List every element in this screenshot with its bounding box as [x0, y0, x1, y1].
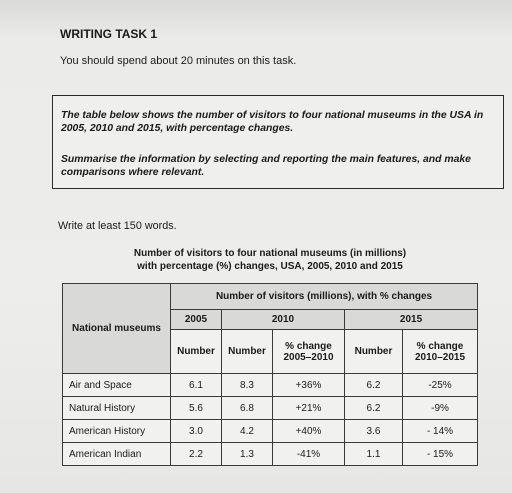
cell-number-2005: 5.6 — [171, 397, 222, 420]
museum-name: American History — [63, 420, 171, 443]
museum-name: American Indian — [63, 443, 171, 466]
cell-number-2015: 6.2 — [345, 397, 403, 420]
cell-number-2010: 4.2 — [222, 420, 273, 443]
cell-number-2005: 6.1 — [171, 374, 222, 397]
cell-number-2010: 1.3 — [222, 443, 273, 466]
caption-line-2: with percentage (%) changes, USA, 2005, 2010 and 2015 — [137, 261, 403, 272]
year-header-2010: 2010 — [222, 310, 345, 330]
cell-change-2005-2010: +21% — [273, 397, 345, 420]
sub-header-number-2010: Number — [222, 330, 273, 374]
cell-number-2015: 1.1 — [345, 443, 403, 466]
caption-line-1: Number of visitors to four national museums (in millions) — [133, 248, 407, 259]
cell-number-2015: 3.6 — [345, 420, 403, 443]
cell-change-2005-2010: +40% — [273, 420, 345, 443]
prompt-box — [52, 95, 504, 189]
word-count-instruction: Write at least 150 words. — [58, 220, 177, 232]
museum-name: Air and Space — [63, 374, 171, 397]
table-row — [63, 397, 478, 420]
table-row — [63, 420, 478, 443]
task-heading: WRITING TASK 1 — [60, 27, 158, 41]
year-header-2015: 2015 — [345, 310, 478, 330]
cell-change-2010-2015: - 15% — [403, 443, 478, 466]
time-instruction: You should spend about 20 minutes on this task. — [60, 55, 297, 67]
prompt-instruction: Summarise the information by selecting and reporting the main features, and make comparisons where relevant. — [61, 154, 471, 178]
year-header-2005: 2005 — [171, 310, 222, 330]
table-caption — [110, 247, 430, 273]
cell-change-2005-2010: +36% — [273, 374, 345, 397]
cell-number-2005: 3.0 — [171, 420, 222, 443]
sub-header-number-2015: Number — [345, 330, 403, 374]
cell-number-2005: 2.2 — [171, 443, 222, 466]
sub-header-number-2005: Number — [171, 330, 222, 374]
table-row — [63, 374, 478, 397]
sub-header-change-2005-2010: % change 2005–2010 — [273, 330, 345, 374]
cell-change-2010-2015: -9% — [403, 397, 478, 420]
cell-change-2010-2015: - 14% — [403, 420, 478, 443]
cell-change-2010-2015: -25% — [403, 374, 478, 397]
prompt-description: The table below shows the number of visitors to four national museums in the USA in 2005, 2010 and 2015, with percentage changes. — [61, 110, 484, 134]
cell-number-2015: 6.2 — [345, 374, 403, 397]
cell-number-2010: 8.3 — [222, 374, 273, 397]
row-header-cell: National museums — [63, 284, 171, 374]
table-row — [63, 443, 478, 466]
group-header-cell: Number of visitors (millions), with % changes — [171, 284, 478, 310]
museum-name: Natural History — [63, 397, 171, 420]
cell-number-2010: 6.8 — [222, 397, 273, 420]
visitors-table — [62, 283, 478, 466]
cell-change-2005-2010: -41% — [273, 443, 345, 466]
sub-header-change-2010-2015: % change 2010–2015 — [403, 330, 478, 374]
